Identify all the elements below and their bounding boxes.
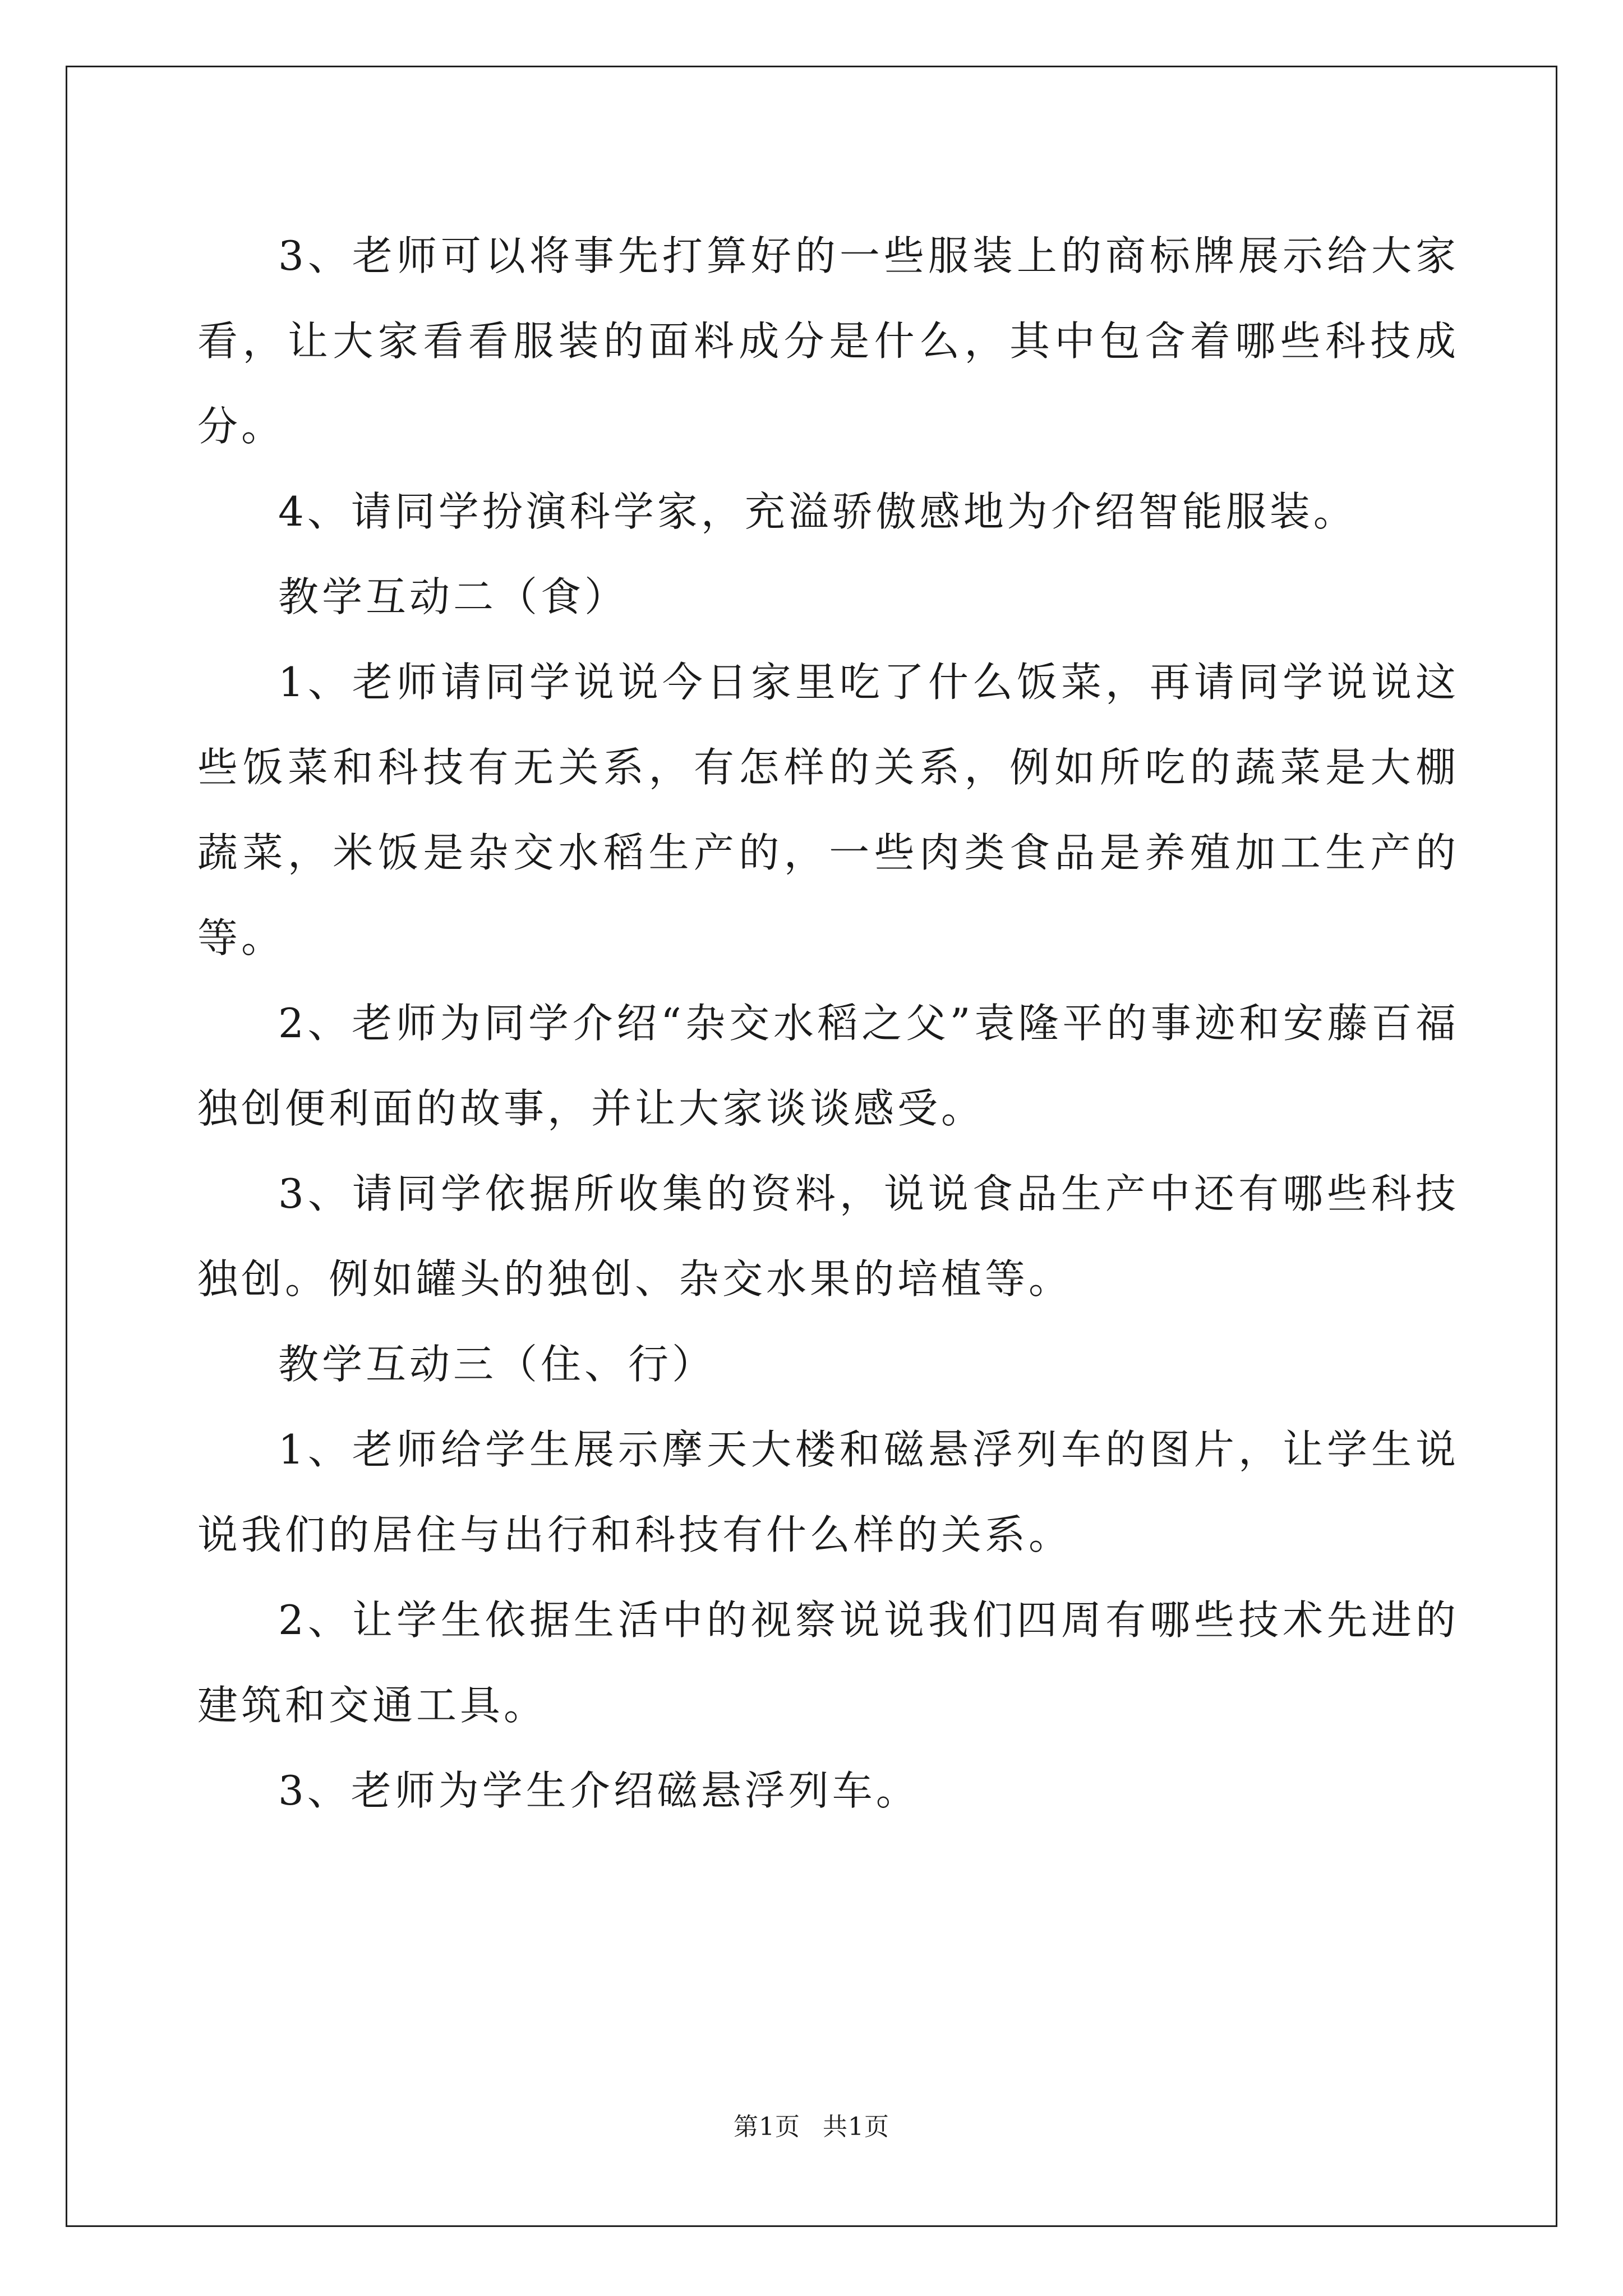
page-footer	[0, 2110, 1623, 2144]
section-heading: 教学互动二（食）	[278, 573, 629, 620]
paragraph: 2、让学生依据生活中的视察说说我们四周有哪些技术先进的建筑和交通工具。	[197, 1596, 1459, 1729]
section-heading: 教学互动三（住、行）	[278, 1341, 716, 1388]
document-body	[197, 213, 1459, 1833]
page-number-current: 第1页	[734, 2113, 800, 2141]
paragraph: 3、请同学依据所收集的资料，说说食品生产中还有哪些科技独创。例如罐头的独创、杂交水果的培植等。	[197, 1170, 1459, 1303]
paragraph: 1、老师请同学说说今日家里吃了什么饭菜，再请同学说说这些饭菜和科技有无关系，有怎样的关系，例如所吃的蔬菜是大棚蔬菜，米饭是杂交水稻生产的，一些肉类食品是养殖加工生产的等。	[197, 659, 1459, 961]
paragraph: 2、老师为同学介绍“杂交水稻之父”袁隆平的事迹和安藤百福独创便利面的故事，并让大家谈谈感受。	[197, 1000, 1459, 1132]
paragraph: 1、老师给学生展示摩天大楼和磁悬浮列车的图片，让学生说说我们的居住与出行和科技有什么样的关系。	[197, 1426, 1459, 1558]
paragraph: 4、请同学扮演科学家，充溢骄傲感地为介绍智能服装。	[278, 488, 1357, 535]
paragraph: 3、老师可以将事先打算好的一些服装上的商标牌展示给大家看，让大家看看服装的面料成分是什么，其中包含着哪些科技成分。	[197, 232, 1459, 450]
page-number-total: 共1页	[823, 2113, 889, 2141]
paragraph: 3、老师为学生介绍磁悬浮列车。	[278, 1767, 920, 1814]
